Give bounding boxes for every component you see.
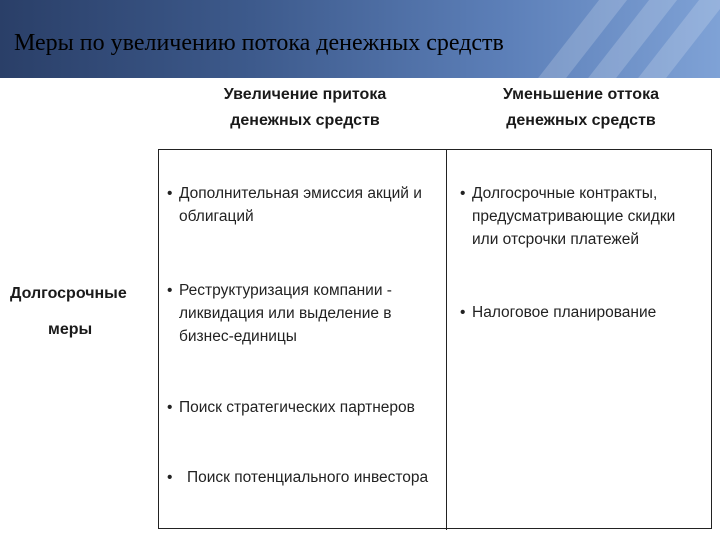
list-item-text: Поиск стратегических партнеров: [179, 399, 415, 416]
row-label-line: меры: [48, 321, 93, 338]
bullet-icon: •: [167, 185, 173, 202]
list-item-text: Долгосрочные контракты, предусматривающие скидки или отсрочки платежей: [472, 185, 676, 248]
column-header-decrease-outflow: [452, 82, 710, 134]
slide-title: Меры по увеличению потока денежных средств: [14, 30, 504, 56]
list-item-text: Реструктуризация компании - ликвидация или выделение в бизнес-единицы: [179, 282, 392, 345]
column-header-line: денежных средств: [230, 112, 380, 129]
title-banner: [0, 0, 720, 78]
bullet-icon: •: [167, 469, 173, 486]
row-label-long-term: [10, 276, 130, 348]
column-divider: [446, 150, 447, 530]
list-item-text: Дополнительная эмиссия акций и облигаций: [179, 185, 422, 225]
column-header-line: Уменьшение оттока: [503, 86, 659, 103]
column-header-line: Увеличение притока: [223, 86, 387, 103]
bullet-icon: •: [167, 399, 173, 416]
column-header-line: денежных средств: [506, 112, 656, 129]
column-header-increase-inflow: [170, 82, 440, 134]
list-item-text: Поиск потенциального инвестора: [187, 469, 429, 486]
list-item: [167, 466, 437, 489]
bullet-icon: •: [167, 282, 173, 299]
bullet-icon: •: [460, 304, 466, 321]
list-item: [167, 279, 437, 348]
list-item: [167, 182, 437, 228]
list-item: [167, 396, 437, 419]
list-item-text: Налоговое планирование: [472, 304, 657, 321]
bullet-icon: •: [460, 185, 466, 202]
list-item: [460, 182, 705, 251]
row-label-line: Долгосрочные: [10, 285, 127, 302]
list-item: [460, 301, 705, 324]
